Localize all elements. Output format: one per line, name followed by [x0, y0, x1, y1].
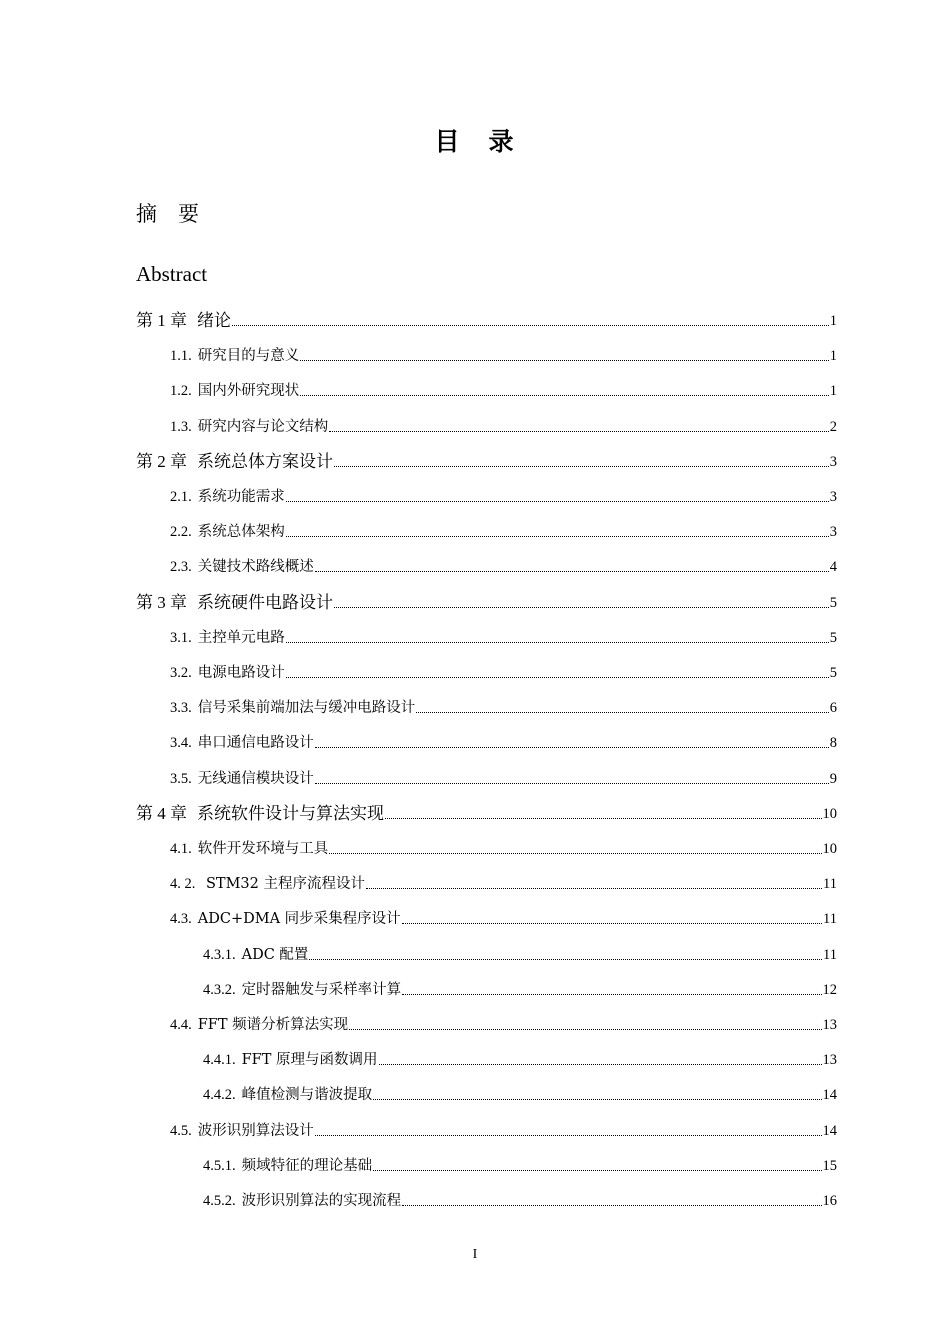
toc-entry-title: [170, 416, 328, 438]
toc-entry-label: 峰值检测与谐波提取: [241, 1087, 373, 1104]
toc-entry[interactable]: [170, 662, 837, 684]
toc-entry-number: 第 2 章: [136, 451, 187, 471]
toc-entry[interactable]: [170, 380, 837, 402]
toc-entry-label: 定时器触发与采样率计算: [241, 981, 402, 998]
toc-entry-label: ADC 配置: [241, 946, 309, 963]
toc-dot-leader: [329, 853, 821, 854]
toc-entry-number: 1.2.: [170, 383, 192, 400]
toc-entry[interactable]: [136, 310, 837, 332]
toc-entry-title: [170, 556, 314, 578]
toc-entry-number: 4.3.2.: [203, 981, 236, 998]
toc-dot-leader: [300, 395, 829, 396]
toc-entry-title: [170, 521, 285, 543]
toc-dot-leader: [334, 466, 829, 467]
toc-dot-leader: [315, 783, 829, 784]
toc-entry-title: [203, 1190, 401, 1212]
toc-entry-label: ADC+DMA 同步采集程序设计: [197, 911, 401, 928]
toc-entry-label: 波形识别算法设计: [197, 1122, 314, 1139]
toc-entry[interactable]: [136, 451, 837, 473]
toc-entry-label: 研究内容与论文结构: [197, 418, 329, 435]
toc-entry-label: 软件开发环境与工具: [197, 841, 329, 857]
page-number: I: [472, 1247, 478, 1262]
toc-dot-leader: [334, 607, 829, 608]
toc-entry-page: 9: [829, 770, 837, 787]
toc-entry[interactable]: [136, 592, 837, 614]
toc-entry-label: 绪论: [197, 311, 231, 331]
toc-entry-page: 3: [829, 489, 837, 505]
toc-entry-title: [203, 1155, 372, 1177]
toc-entry-number: 3.1.: [170, 629, 192, 646]
toc-entry-number: 3.4.: [170, 735, 192, 752]
toc-entry[interactable]: [170, 345, 837, 367]
toc-entry-page: 10: [822, 805, 837, 822]
toc-entry-number: 4.4.: [170, 1017, 192, 1033]
toc-entry-title: [170, 1014, 348, 1036]
toc-entry-number: 4.5.1.: [203, 1157, 236, 1174]
toc-entry-number: 第 1 章: [136, 311, 187, 330]
toc-entry-title: [170, 345, 299, 367]
toc-abstract-en[interactable]: Abstract: [136, 262, 208, 286]
toc-entry-label: 系统功能需求: [197, 489, 285, 505]
toc-entry-number: 4.3.1.: [203, 946, 236, 963]
toc-entry-number: 1.3.: [170, 418, 192, 435]
toc-entry[interactable]: [170, 838, 837, 860]
toc-entry-number: 2.1.: [170, 489, 192, 505]
toc-entry-label: 系统软件设计与算法实现: [197, 803, 384, 824]
toc-entry-number: 4. 2.: [170, 876, 196, 893]
toc-dot-leader: [315, 1135, 822, 1136]
toc-entry[interactable]: [203, 1190, 837, 1212]
toc-entry-number: 4.5.2.: [203, 1193, 236, 1209]
toc-entry-title: [136, 310, 231, 332]
toc-entry[interactable]: [170, 732, 837, 754]
toc-dot-leader: [402, 923, 822, 924]
toc-abstract-cn[interactable]: 摘 要: [136, 202, 199, 226]
toc-entry[interactable]: [203, 1084, 837, 1106]
toc-entry-page: 14: [822, 1087, 837, 1104]
toc-entry-label: 主控单元电路: [197, 629, 285, 646]
toc-entry[interactable]: [170, 697, 837, 719]
toc-entry-number: 1.1.: [170, 348, 192, 365]
toc-dot-leader: [366, 888, 822, 889]
toc-entry-title: [170, 380, 299, 402]
toc-entry-title: [170, 1120, 314, 1142]
toc-entry-page: 11: [823, 911, 837, 928]
toc-entry-number: 第 4 章: [136, 803, 187, 823]
toc-entry-number: 2.3.: [170, 559, 192, 576]
toc-dot-leader: [286, 536, 829, 537]
toc-entry[interactable]: [170, 556, 837, 578]
toc-entry-page: 14: [822, 1122, 837, 1139]
toc-entry-title: [136, 451, 333, 473]
toc-entry[interactable]: [170, 486, 837, 508]
toc-entry-page: 5: [829, 594, 837, 611]
toc-entry-label: FFT 频谱分析算法实现: [197, 1017, 349, 1033]
toc-dot-leader: [286, 501, 829, 502]
toc-entry-page: 1: [829, 383, 837, 400]
toc-entry-label: 系统总体方案设计: [197, 451, 333, 472]
toc-entry-number: 4.1.: [170, 841, 192, 857]
toc-dot-leader: [373, 1099, 821, 1100]
toc-entry-page: 5: [829, 629, 837, 646]
toc-entry-title: [170, 873, 365, 895]
toc-entry-label: 电源电路设计: [197, 665, 285, 681]
toc-entry[interactable]: [170, 1014, 837, 1036]
toc-entry-title: [203, 944, 308, 966]
toc-entry[interactable]: [203, 1049, 837, 1071]
toc-entry-page: 15: [822, 1157, 837, 1174]
toc-dot-leader: [379, 1064, 822, 1065]
toc-entry-number: 3.3.: [170, 700, 192, 717]
toc-dot-leader: [349, 1029, 821, 1030]
toc-entry-page: 12: [822, 981, 837, 998]
toc-dot-leader: [385, 818, 822, 819]
toc-dot-leader: [286, 642, 829, 643]
toc-entry-label: 波形识别算法的实现流程: [241, 1193, 402, 1209]
toc-entry-page: 1: [829, 313, 837, 329]
toc-entry-label: STM32 主程序流程设计: [201, 876, 365, 893]
toc-entry-number: 4.5.: [170, 1122, 192, 1139]
toc-entry-page: 3: [829, 524, 837, 541]
toc-entry-page: 11: [823, 876, 837, 893]
toc-entry-label: 国内外研究现状: [197, 383, 300, 400]
toc-entry-title: [170, 908, 401, 930]
toc-entry-page: 10: [822, 841, 837, 857]
toc-entry-title: [203, 1049, 378, 1071]
toc-entry-label: 串口通信电路设计: [197, 735, 314, 752]
toc-entry-number: 2.2.: [170, 524, 192, 541]
toc-entry[interactable]: [170, 768, 837, 790]
toc-entry-number: 4.4.2.: [203, 1087, 236, 1104]
toc-entry[interactable]: [203, 944, 837, 966]
toc-entry-page: 4: [829, 559, 837, 576]
toc-entry[interactable]: [136, 803, 837, 825]
toc-dot-leader: [315, 571, 829, 572]
toc-entry-label: 系统硬件电路设计: [197, 592, 333, 613]
toc-dot-leader: [286, 677, 829, 678]
toc-entry-page: 8: [829, 735, 837, 752]
toc-entry-title: [170, 838, 328, 860]
toc-entry-label: 系统总体架构: [197, 524, 285, 541]
toc-entry[interactable]: [170, 521, 837, 543]
toc-entry-label: 研究目的与意义: [197, 348, 300, 365]
toc-entry-page: 13: [822, 1017, 837, 1033]
toc-entry-label: 信号采集前端加法与缓冲电路设计: [197, 700, 416, 717]
toc-entry-number: 第 3 章: [136, 592, 187, 612]
toc-dot-leader: [232, 325, 829, 326]
toc-entry-page: 16: [822, 1193, 837, 1209]
toc-dot-leader: [329, 431, 829, 432]
toc-entry[interactable]: [170, 416, 837, 438]
toc-entry-title: [136, 592, 333, 614]
toc-entry-label: 关键技术路线概述: [197, 559, 314, 576]
page-title: 目 录: [434, 127, 516, 156]
toc-entry[interactable]: [203, 1155, 837, 1177]
toc-entry-page: 2: [829, 418, 837, 435]
toc-entry-title: [170, 732, 314, 754]
toc-dot-leader: [315, 747, 829, 748]
toc-entry-page: 6: [829, 700, 837, 717]
toc-entry[interactable]: [170, 908, 837, 930]
toc-entry-page: 1: [829, 348, 837, 365]
toc-entry-label: 频域特征的理论基础: [241, 1157, 373, 1174]
toc-entry[interactable]: [170, 1120, 837, 1142]
toc-entry-title: [136, 803, 384, 825]
toc-entry-label: FFT 原理与函数调用: [241, 1052, 378, 1069]
toc-entry-number: 3.5.: [170, 770, 192, 787]
toc-entry-number: 4.4.1.: [203, 1052, 236, 1069]
toc-entry-title: [170, 697, 415, 719]
toc-entry-label: 无线通信模块设计: [197, 770, 314, 787]
toc-entry-page: 13: [822, 1052, 837, 1069]
toc-entry-title: [170, 768, 314, 790]
toc-entry-page: 11: [823, 946, 837, 963]
toc-entry-title: [170, 627, 285, 649]
toc-entry-number: 3.2.: [170, 665, 192, 681]
toc-entry-title: [203, 1084, 372, 1106]
toc-dot-leader: [402, 1205, 821, 1206]
toc-entry-number: 4.3.: [170, 911, 192, 928]
toc-entry-title: [170, 486, 285, 508]
toc-entry-title: [170, 662, 285, 684]
toc-entry-page: 3: [829, 453, 837, 470]
toc-dot-leader: [402, 994, 821, 995]
toc-entry[interactable]: [203, 979, 837, 1001]
toc-entry[interactable]: [170, 627, 837, 649]
toc-entry-title: [203, 979, 401, 1001]
toc-dot-leader: [300, 360, 829, 361]
toc-entry[interactable]: [170, 873, 837, 895]
toc-dot-leader: [309, 959, 822, 960]
toc-dot-leader: [416, 712, 829, 713]
toc-dot-leader: [373, 1170, 821, 1171]
toc-entry-page: 5: [829, 665, 837, 681]
